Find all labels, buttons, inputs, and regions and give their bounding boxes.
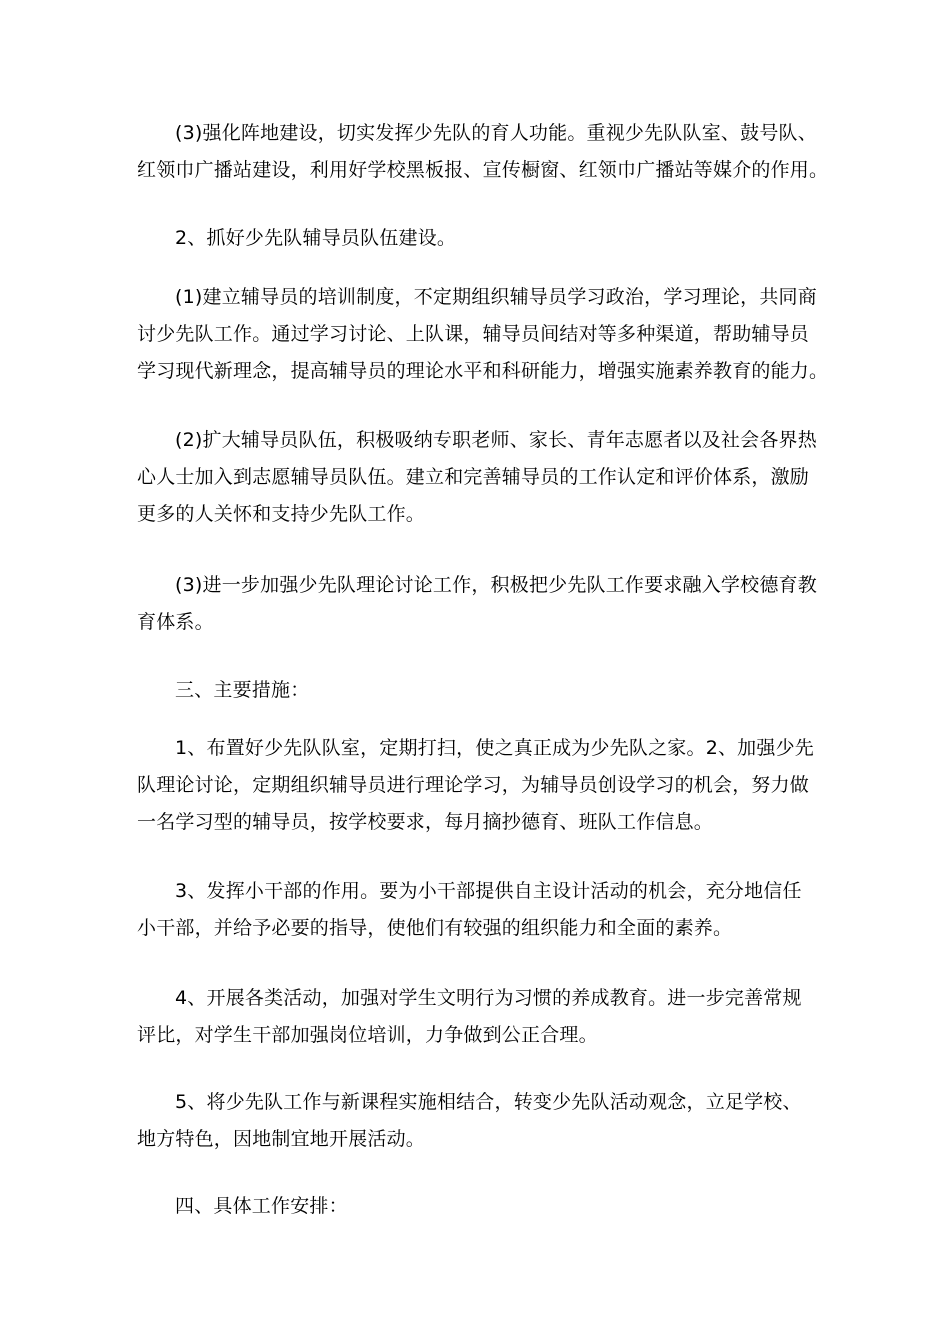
paragraph-strengthen-position xyxy=(137,115,829,189)
text-line: 5、将少先队工作与新课程实施相结合，转变少先队活动观念，立足学校、 xyxy=(175,1091,802,1113)
text-line: 讨少先队工作。通过学习讨论、上队课，辅导员间结对等多种渠道，帮助辅导员 xyxy=(137,323,810,345)
paragraph-measure-3 xyxy=(137,873,817,947)
paragraph-expand-team xyxy=(137,422,817,533)
text-line: 队理论讨论，定期组织辅导员进行理论学习，为辅导员创设学习的机会，努力做 xyxy=(137,774,810,796)
text-line: 一名学习型的辅导员，按学校要求，每月摘抄德育、班队工作信息。 xyxy=(137,811,714,833)
text-line: 小干部，并给予必要的指导，使他们有较强的组织能力和全面的素养。 xyxy=(137,917,733,939)
text-line: 评比，对学生干部加强岗位培训，力争做到公正合理。 xyxy=(137,1024,598,1046)
paragraph-measure-1-2 xyxy=(137,730,817,841)
paragraph-counselor-team-heading xyxy=(137,220,817,257)
paragraph-measure-4 xyxy=(137,980,817,1054)
text-line: 4、开展各类活动，加强对学生文明行为习惯的养成教育。进一步完善常规 xyxy=(175,987,802,1009)
text-line: (1)建立辅导员的培训制度，不定期组织辅导员学习政治，学习理论，共同商 xyxy=(175,286,817,308)
text-line: 2、抓好少先队辅导员队伍建设。 xyxy=(175,227,457,249)
text-line: (3)进一步加强少先队理论讨论工作，积极把少先队工作要求融入学校德育教 xyxy=(175,574,817,596)
text-line: 更多的人关怀和支持少先队工作。 xyxy=(137,503,426,525)
text-line: 四、具体工作安排： xyxy=(175,1195,348,1217)
text-line: 育体系。 xyxy=(137,611,214,633)
text-line: 红领巾广播站建设，利用好学校黑板报、宣传橱窗、红领巾广播站等媒介的作用。 xyxy=(137,159,829,181)
paragraph-theory-discussion xyxy=(137,567,817,641)
text-line: 三、主要措施： xyxy=(175,679,310,701)
text-line: 心人士加入到志愿辅导员队伍。建立和完善辅导员的工作认定和评价体系，激励 xyxy=(137,466,810,488)
text-line: (3)强化阵地建设，切实发挥少先队的育人功能。重视少先队队室、鼓号队、 xyxy=(175,122,817,144)
paragraph-measure-5 xyxy=(137,1084,817,1158)
text-line: 地方特色，因地制宜地开展活动。 xyxy=(137,1128,426,1150)
paragraph-training-system xyxy=(137,279,829,390)
section-heading-work-schedule xyxy=(137,1188,817,1225)
text-line: (2)扩大辅导员队伍，积极吸纳专职老师、家长、青年志愿者以及社会各界热 xyxy=(175,429,817,451)
text-line: 学习现代新理念，提高辅导员的理论水平和科研能力，增强实施素养教育的能力。 xyxy=(137,360,829,382)
text-line: 1、布置好少先队队室，定期打扫，使之真正成为少先队之家。2、加强少先 xyxy=(175,737,814,759)
text-line: 3、发挥小干部的作用。要为小干部提供自主设计活动的机会，充分地信任 xyxy=(175,880,802,902)
section-heading-main-measures xyxy=(137,672,817,709)
